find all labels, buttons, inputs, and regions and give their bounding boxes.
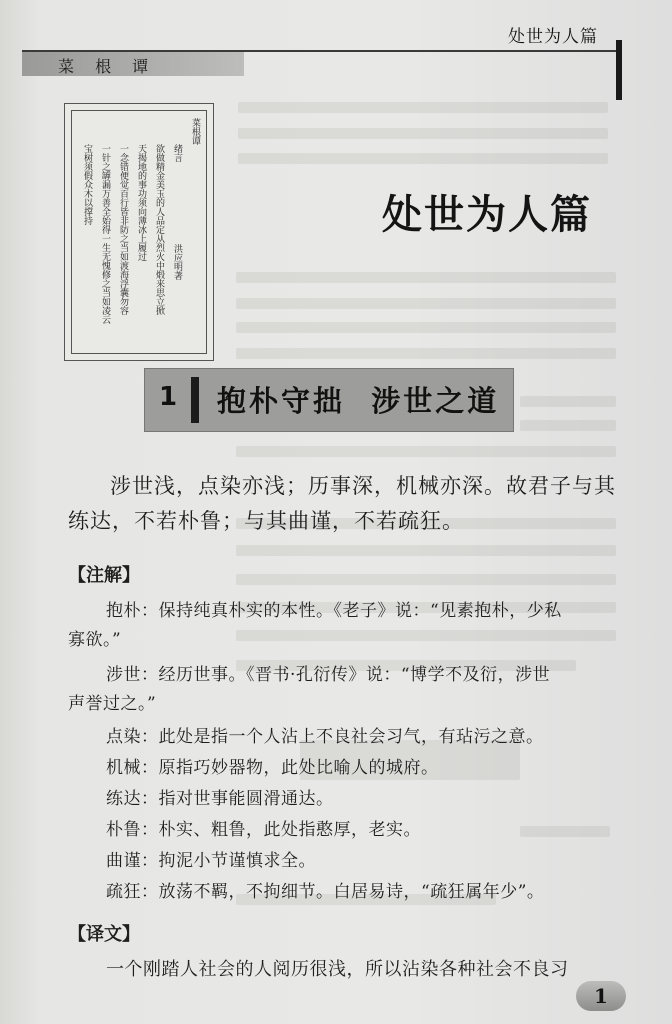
running-header-title: 处世为人篇 <box>508 27 598 47</box>
note-line: 抱朴：保持纯真朴实的本性。《老子》说：“见素抱朴，少私 <box>106 601 562 621</box>
antique-book-column: 菜根谭 <box>190 118 200 145</box>
section-title: 处世为人篇 <box>382 192 592 238</box>
antique-book-column: 洪应明著 <box>172 244 182 280</box>
antique-book-column: 一针之罅漏万善全始得一生无愧修之当如凌云 <box>100 144 110 324</box>
chapter-banner <box>144 368 514 432</box>
antique-book-column: 天揭地的事功须向薄冰上履过 <box>136 144 146 261</box>
chapter-heading: 抱朴守拙 涉世之道 <box>217 384 500 418</box>
verse-line: 练达，不若朴鲁；与其曲谨，不若疏狂。 <box>68 509 464 533</box>
note-line: 寡欲。” <box>68 630 122 650</box>
book-title: 菜 根 谭 <box>58 57 157 76</box>
translation-label: 【译文】 <box>68 924 140 945</box>
note-line: 练达：指对世事能圆滑通达。 <box>106 789 334 809</box>
antique-book-column: 一念错便觉百行皆非防之当如渡海浮囊勿容 <box>118 144 128 315</box>
antique-book-column: 欲做精金美玉的人品定从烈火中煅来思立掀 <box>154 144 164 315</box>
note-line: 曲谨：拘泥小节谨慎求全。 <box>106 851 316 871</box>
note-line: 朴鲁：朴实、粗鲁，此处指憨厚，老实。 <box>106 820 421 840</box>
antique-book-column: 宝树须假众木以撑持 <box>82 144 92 225</box>
note-line: 疏狂：放荡不羁，不拘细节。白居易诗，“疏狂属年少”。 <box>106 882 545 902</box>
page-number-badge <box>576 981 626 1011</box>
verse-line: 涉世浅，点染亦浅；历事深，机械亦深。故君子与其 <box>110 474 616 498</box>
note-line: 点染：此处是指一个人沾上不良社会习气，有玷污之意。 <box>106 727 544 747</box>
antique-book-column: 绪言 <box>172 144 182 162</box>
note-line: 涉世：经历世事。《晋书·孔衍传》说：“博学不及衍，涉世 <box>106 665 551 685</box>
book-title-tab <box>22 52 244 76</box>
notes-label: 【注解】 <box>68 565 140 586</box>
note-line: 机械：原指巧妙器物，此处比喻人的城府。 <box>106 758 439 778</box>
chapter-divider-bar <box>191 377 199 423</box>
note-line: 声誉过之。” <box>68 694 157 714</box>
antique-book-page-image <box>64 103 214 361</box>
translation-line: 一个刚踏人社会的人阅历很浅，所以沾染各种社会不良习 <box>106 959 569 980</box>
page-number: 1 <box>594 984 608 1008</box>
chapter-number: 1 <box>159 382 178 412</box>
header-edge-bar <box>616 40 622 100</box>
